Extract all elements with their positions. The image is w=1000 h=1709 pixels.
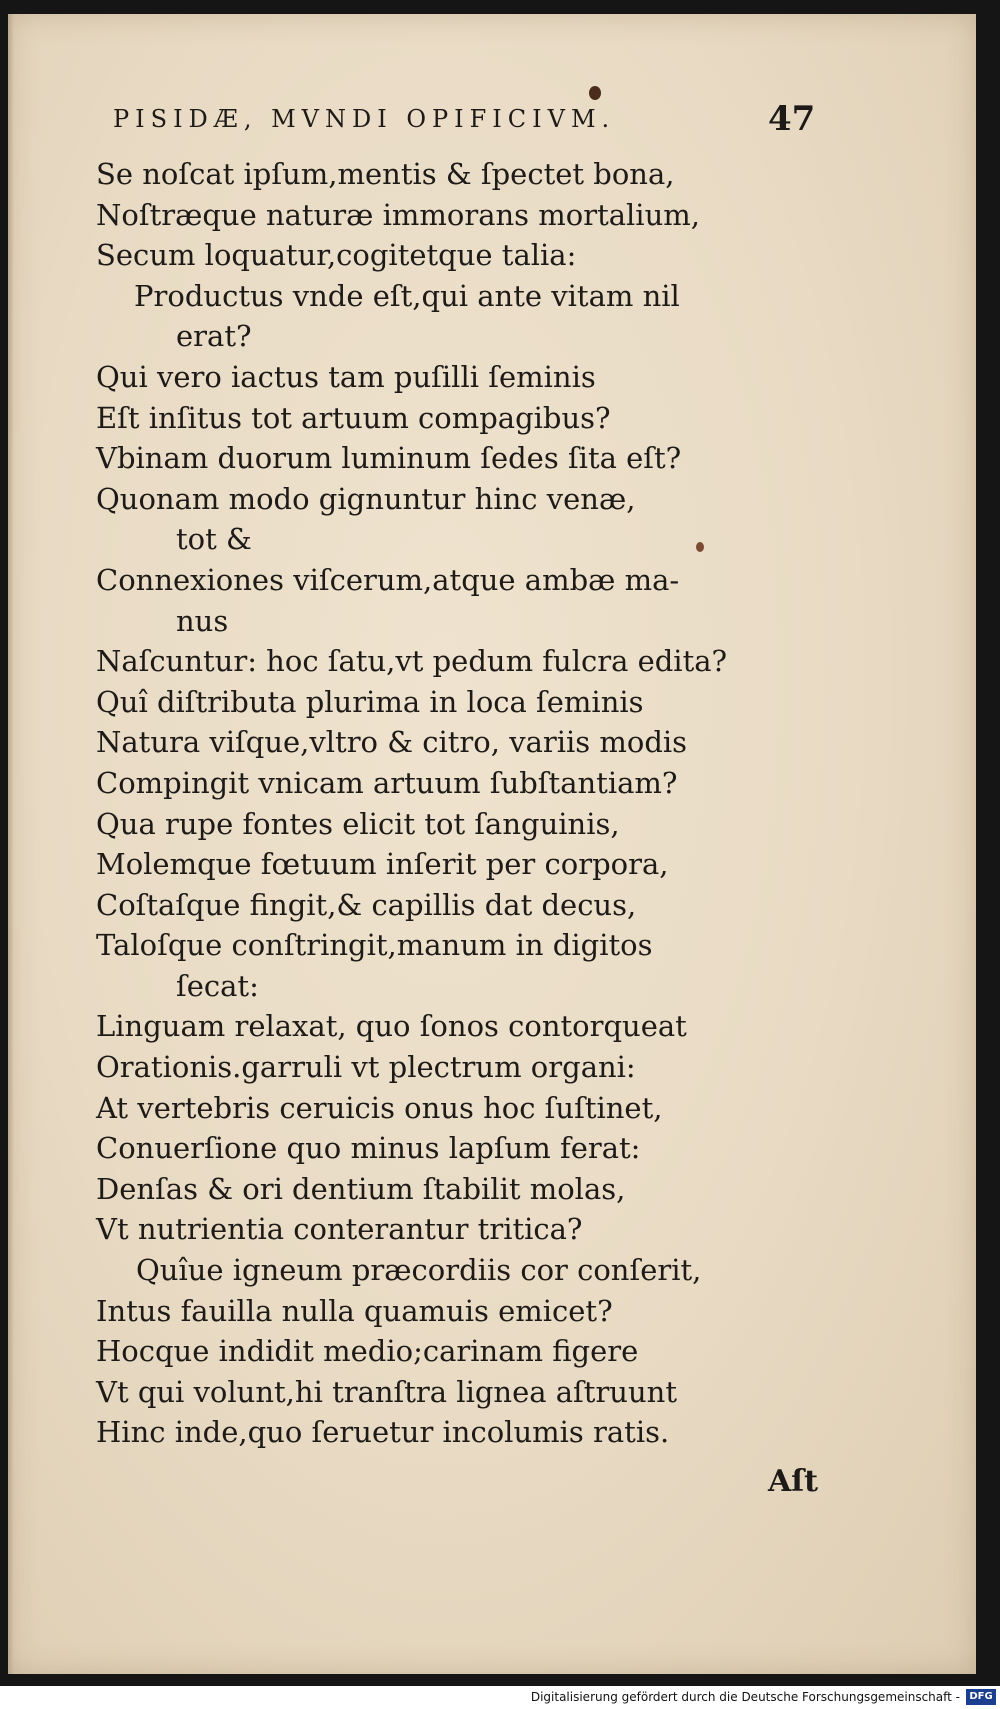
verse-line-turnover: nus <box>176 603 229 638</box>
verse-line-turnover: tot & <box>176 522 252 557</box>
verse-line: Quî diſtributa plurima in loca ſeminis <box>96 684 644 719</box>
verse-line: Vt qui volunt,hi tranſtra lignea aſtruunt <box>96 1374 677 1409</box>
verse-line: Noſtræque naturæ immorans mortalium, <box>96 197 700 232</box>
verse-line: Intus fauilla nulla quamuis emicet? <box>96 1293 613 1328</box>
ink-spot <box>589 86 601 100</box>
verse-line: Denſas & ori dentium ſtabilit molas, <box>96 1171 626 1206</box>
verse-line: Se noſcat ipſum,mentis & ſpectet bona, <box>96 157 675 191</box>
verse-line: Vbinam duorum luminum ſedes ſita eſt? <box>96 441 682 476</box>
verse-line: Quîue igneum præcordiis cor conſerit, <box>136 1253 702 1288</box>
verse-line: Hinc inde,quo ſeruetur incolumis ratis. <box>96 1415 670 1450</box>
verse-text <box>96 154 776 1453</box>
book-page <box>8 14 976 1674</box>
dfg-logo-icon: DFG <box>966 1689 996 1705</box>
page-number: 47 <box>768 99 816 139</box>
digitization-footer <box>0 1686 1000 1709</box>
verse-line: Secum loquatur,cogitetque talia: <box>96 238 577 273</box>
verse-line: Conuerſione quo minus lapſum ferat: <box>96 1131 641 1166</box>
verse-line: Quonam modo gignuntur hinc venæ, <box>96 481 636 516</box>
verse-line: Hocque indidit medio;carinam figere <box>96 1334 639 1369</box>
verse-line: Qui vero iactus tam puſilli ſeminis <box>96 359 596 394</box>
running-head <box>113 99 833 139</box>
verse-line-turnover: ſecat: <box>176 968 259 1003</box>
funding-credit: Digitalisierung gefördert durch die Deutsche Forschungsgemeinschaft - <box>530 1690 960 1704</box>
page-binding-edge <box>8 14 14 1674</box>
verse-line: Coſtaſque fingit,& capillis dat decus, <box>96 887 637 922</box>
verse-line: Taloſque conſtringit,manum in digitos <box>96 928 653 963</box>
running-title: PISIDÆ, MVNDI OPIFICIVM. <box>113 105 616 133</box>
verse-line: Vt nutrientia conterantur tritica? <box>96 1212 583 1247</box>
verse-line: Productus vnde eſt,qui ante vitam nil <box>134 278 680 313</box>
verse-line: Connexiones viſcerum,atque ambæ ma- <box>96 562 680 597</box>
verse-line: Naſcuntur: hoc ſatu,vt pedum fulcra edita? <box>96 644 728 679</box>
verse-line: Qua rupe fontes elicit tot ſanguinis, <box>96 806 620 841</box>
verse-line: Molemque fœtuum inſerit per corpora, <box>96 847 669 882</box>
verse-line-turnover: erat? <box>176 319 252 354</box>
verse-line: Linguam relaxat, quo ſonos contorqueat <box>96 1009 687 1044</box>
catchword: Aſt <box>768 1464 819 1499</box>
verse-line: Orationis.garruli vt plectrum organi: <box>96 1050 636 1085</box>
verse-line: At vertebris ceruicis onus hoc ſuſtinet, <box>96 1090 663 1125</box>
verse-line: Compingit vnicam artuum ſubſtantiam? <box>96 765 678 800</box>
verse-line: Eſt inſitus tot artuum compagibus? <box>96 400 611 435</box>
verse-line: Natura viſque,vltro & citro, variis modis <box>96 725 688 760</box>
